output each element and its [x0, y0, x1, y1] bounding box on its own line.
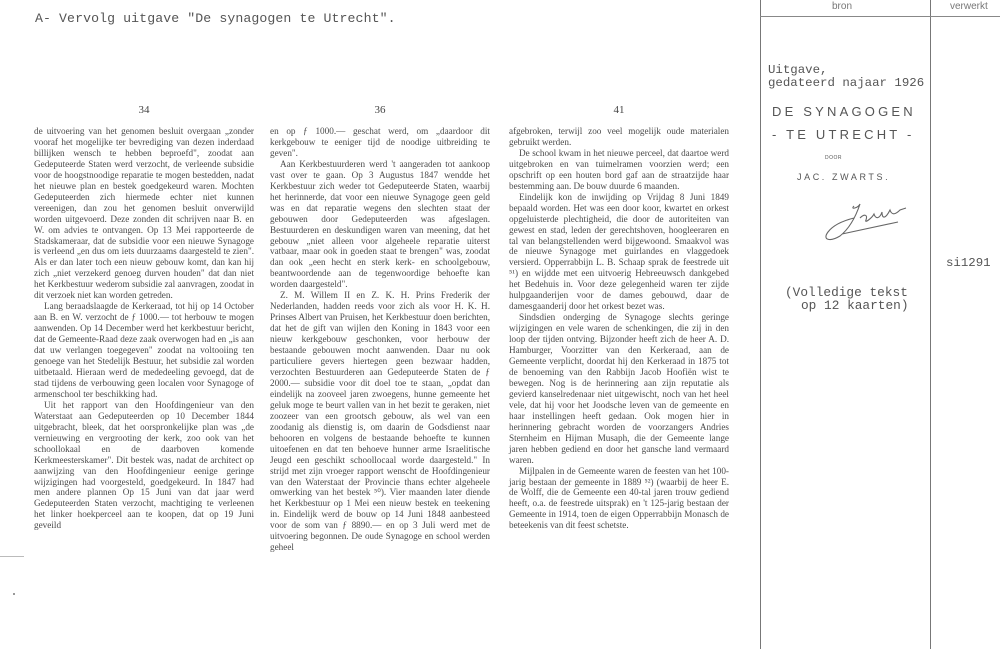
source-line-1: Uitgave,: [768, 63, 828, 77]
margin-mark: [0, 556, 24, 557]
margin-dot: [13, 593, 15, 595]
page-number: 36: [374, 104, 386, 116]
paragraph: Aan Kerkbestuurderen werd 't aangeraden tot aankoop vast over te gaan. Op 3 Augustus 1847 wendde het Kerkbestuur zich weder tot Gedeputeerde Staten, waarbij het herinnerde, dat voor een nieuwe Synagoge geen geld was en dat reparatie wegens den slechten staat der gebouwen door Gedeputeerden was afgeslagen. Bestuurderen en deskundigen waren van meening, dat het gebouw „niet alleen voor algeheele reparatie uiterst vatbaar, maar ook in goeden staat te brengen" was, zoodat dan ook „een hecht en sterk kerk- en schoolgebouw, beantwoordende aan de tegenwoordige behoefte kan worden daargesteld".: [270, 158, 490, 290]
paragraph: Eindelijk kon de inwijding op Vrijdag 8 Juni 1849 bepaald worden. Het was een door koor, kwartet en orkest opgeluisterde plechtigheid, die door de autoriteiten van gewest en stad, leden der gerechtshoven, hoogleeraren en tal van belangstellenden werd bijgewoond. Smaakvol was de nieuwe Synagoge met guirlandes en vlaggedoek versierd. Opperrabbijn L. B. Schaap sprak de feestrede uit ⁵¹) en wijdde met een uitvoerig Hebreeuwsch dankgebed het Bedehuis in. Voor deze gelegenheid waren ter zijde hulpgaanderijen voor de dames gebouwd, daar de damesgaanderij door het orkest bezet was.: [509, 191, 729, 312]
page-number: 34: [138, 104, 150, 116]
paragraph: Sindsdien onderging de Synagoge slechts geringe wijzigingen en vele waren de schenkingen, die zij in den loop der tijden ontving. Bijzonder heeft zich de heer A. D. Hamburger, Voorzitter van den Kerkeraad, aan de Gemeente verplicht, doordat hij den Kerkeraad in 1875 tot de benoeming van den Rabbijn Jacob Hoofiën wist te bewegen. Nog is de herinnering aan zijn reputatie als gevierd kanselredenaar niet uitgewischt, noch van het heel vele, dat hij voor het Joodsche leven van de gemeente en haar instellingen heeft gedaan. Ook mogen hier in herinnering gebracht worden de voorzangers Andries Sternheim en Hijman Musaph, die der Gemeente lange jaren hebben gediend en door het gansche land vermaard waren.: [509, 312, 729, 465]
note-line-2: op 12 kaarten): [801, 298, 909, 313]
paragraph: en op ƒ 1000.— geschat werd, om „daardoor dit kerkgebouw te eeniger tijd de noodige uitbreiding te geven".: [270, 126, 490, 158]
processed-code: si1291: [946, 256, 991, 270]
page-number: 41: [613, 104, 625, 116]
source-line-2: gedateerd najaar 1926: [768, 76, 925, 90]
header-rule: [760, 16, 1000, 17]
by-label: DOOR: [825, 155, 842, 161]
document-heading: A- Vervolg uitgave "De synagogen te Utrecht".: [35, 11, 396, 26]
paragraph: De school kwam in het nieuwe perceel, dat daartoe werd uitgebroken en van tuimelramen voorzien werd; een opschrift op een houten bord gaf aan de straatzijde haar bestemming aan. De bouw duurde 6 maanden.: [509, 147, 729, 191]
paragraph: Mijlpalen in de Gemeente waren de feesten van het 100-jarig bestaan der gemeente in 1889 ⁵²) (waarbij de heer E. de Wolff, die de Gemeente een 40-tal jaren trouw gediend heeft, o.a. de feestrede uitsprak) en 't 125-jarig bestaan der Gemeente in 1914, toen de eigen Opperrabbijn Monasch de beteekenis van dit feest schetste.: [509, 465, 729, 531]
book-title-1: DE SYNAGOGEN: [772, 104, 916, 119]
paragraph: Lang beraadslaagde de Kerkeraad, tot hij op 14 October aan B. en W. verzocht de ƒ 1000.— tot herbouw te mogen aanwenden. Op 14 December werd het kerkbestuur bericht, dat de Gemeente-Raad deze zaak overwogen had en „is aan dat uw verlangen toegegeven" zoodat na voltooiing ten genoege van het Stedelijk Bestuur, het subsidie zal worden uitbetaald. Hieraan werd de mededeeling gevoegd, dat de stad tijdens de verbouwing geen localen voor Synagoge of armenschool ter beschikking had.: [34, 301, 254, 399]
table-divider: [930, 0, 931, 649]
paragraph: Z. M. Willem II en Z. K. H. Prins Frederik der Nederlanden, hadden reeds voor zich als voor H. K. H. Prinses Albert van Pruisen, het Kerkbestuur doen berichten, dat het de gift van wijlen den Koning in 1843 voor een nieuw kerkgebouw geschonken, voor herbouw der bestaande gebouwen mocht aanwenden. Daar nu ook particuliere gevers hiertegen geen bezwaar hadden, verzochten Bestuurderen aan Gedeputeerde Staten de ƒ 2000.— subsidie voor dit doel toe te staan, „opdat dan eindelijk na zooveel jaren zwoegens, hunne gemeente het geluk moge te beurt vallen van in het bezit te geraken, niet zoozeer van een grootsch gebouw, als wel van een zoodanig als dienstig is, om daarin de Godsdienst naar behooren en volgens de bestaande behoefte te kunnen uitoefenen en dat ten behoeve hunner arme Israelitische Jeugd een geschikt schoollocaal worde daargesteld." In strijd met zijn vroeger rapport wenscht de Hoofdingenieur van den Waterstaat der Provincie thans echter algeheele omwerking van het bestek ⁵⁰). Vier maanden later diende het Kerkbestuur op 1 Mei een nieuw bestek en teekening in. Eindelijk werd de bouw op 14 Juni 1848 aanbesteed voor de som van ƒ 8890.— en op 3 Juli werd met de uitvoering begonnen. De oude Synagoge en school werden geheel: [270, 290, 490, 553]
header-verwerkt: verwerkt: [950, 1, 988, 12]
book-title-2: - TE UTRECHT -: [772, 127, 915, 142]
paragraph: Uit het rapport van den Hoofdingenieur van den Waterstaat aan Gedeputeerden op 10 December 1844 uitgebracht, bleek, dat het oorspronkelijke plan was „de vernieuwing en vergrooting der kerk, zoo ook van het schoollokaal en de daarboven komende Kerkmeesterskamer". Dit bestek was, nadat de architect op aanwijzing van den Hoofdingenieur eenige geringe wijzigingen had voorgesteld, goedgekeurd. In 1847 had men andere plannen Op 15 Juni van dat jaar werd Gedeputeerden Staten verzocht, machtiging te verleenen het linker hoekperceel aan te koopen, dat op 19 Juni geveild: [34, 399, 254, 531]
signature-icon: [820, 196, 940, 246]
header-bron: bron: [832, 1, 853, 12]
note-line-1: (Volledige tekst: [785, 285, 908, 300]
book-page-41: [509, 105, 729, 531]
book-page-34: [34, 105, 254, 531]
paragraph: afgebroken, terwijl zoo veel mogelijk oude materialen gebruikt werden.: [509, 126, 729, 147]
author-name: JAC. ZWARTS.: [797, 172, 891, 182]
paragraph: de uitvoering van het genomen besluit overgaan „zonder vooraf het mogelijke ter bevrediging van dezen inderdaad billijken wensch te hebben beproefd", zoodat aan Gedeputeerde Staten werd verzocht, de verleende subsidie voor de hoogstnoodige reparatie te mogen bestedden, nadat het nieuwe plan en bestek goedgekeurd waren. Mochten Gedeputeerden zich hiermede echter niet kunnen vereenigen, dan zou het genomen besluit onverwijld worden uitgevoerd. Deze zonden dit schrijven naar B. en W. om advies te ontvangen. Op 13 Mei rapporteerde de Stadskameraar, dat de subsidie voor een nieuwe Synagoge is verleend „en dus om iets duurzaams daargesteld te zien". Als er dan later toch een nieuw gebouw komt, dan kan hij zich „niet verzekerd genoeg durven houden" dat dan niet het Kerkbestuur wederom subsidie zal aanvragen, zoodat in dit verzoek niet kan worden getreden.: [34, 126, 254, 301]
book-page-36: [270, 105, 490, 553]
table-border-left: [760, 0, 761, 649]
card-side-table: [760, 0, 1000, 649]
